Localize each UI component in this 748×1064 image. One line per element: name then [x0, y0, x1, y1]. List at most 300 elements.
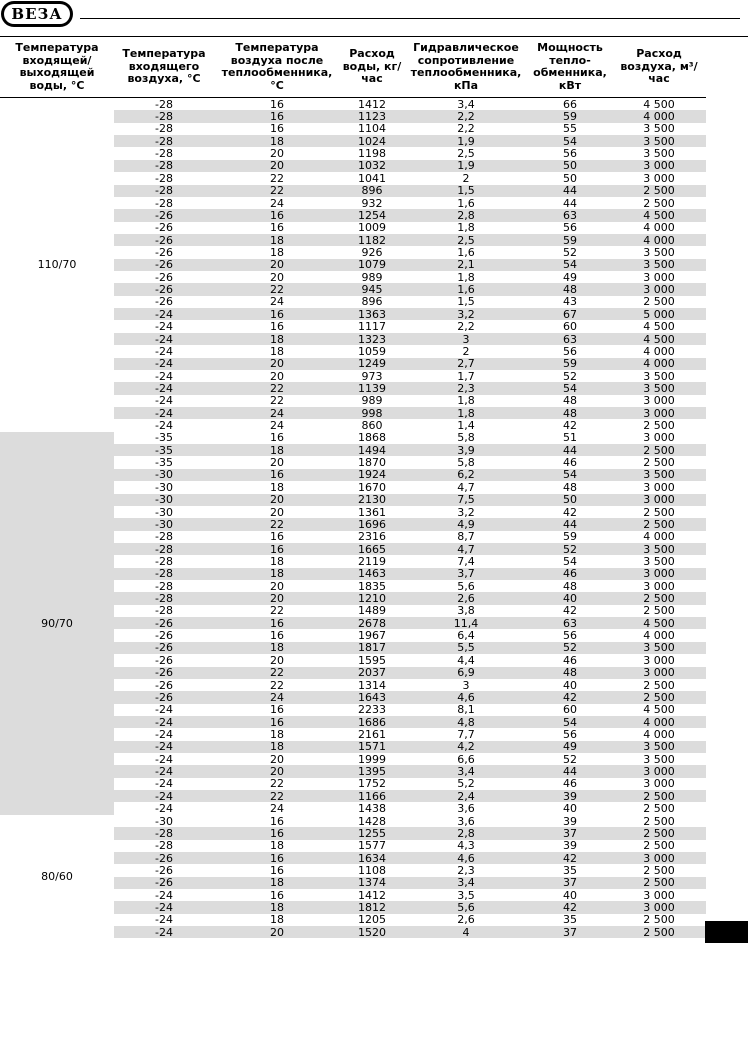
hydraulic-resistance-cell: 6,6 [457, 753, 475, 766]
hydraulic-resistance-cell: 2,2 [457, 122, 475, 136]
inlet-air-temp-cell: -26 [114, 283, 214, 295]
air-flow-cell: 3 000 [643, 394, 675, 407]
air-flow-cell: 3 000 [612, 407, 706, 419]
power-cell: 39 [563, 814, 577, 828]
outlet-air-temp-cell: 20 [214, 926, 340, 938]
power-cell: 63 [528, 333, 612, 345]
inlet-air-temp-cell: -24 [114, 901, 214, 913]
hydraulic-resistance-cell: 5,6 [404, 901, 528, 913]
logo-text: ВЕЗА [4, 4, 70, 24]
air-flow-cell: 2 500 [643, 196, 675, 210]
inlet-air-temp-cell: -28 [155, 172, 173, 185]
air-flow-cell: 3 500 [612, 543, 706, 555]
hydraulic-resistance-cell: 6,4 [457, 629, 475, 642]
hydraulic-resistance-cell: 2,8 [404, 827, 528, 839]
inlet-air-temp-cell: -24 [114, 308, 214, 320]
hydraulic-resistance-cell: 2 [462, 345, 470, 358]
power-cell: 54 [528, 469, 612, 481]
col-header-hydraulic-resistance: Гидравлическое сопротивление теплообменника, кПа [404, 37, 528, 98]
inlet-air-temp-cell: -35 [114, 444, 214, 456]
air-flow-cell: 2 500 [643, 419, 675, 432]
power-cell: 67 [528, 308, 612, 320]
col-header-power: Мощность тепло- обменника, кВт [528, 37, 612, 98]
air-flow-cell: 2 500 [612, 691, 706, 703]
inlet-air-temp-cell: -26 [114, 691, 214, 703]
inlet-air-temp-cell: -24 [114, 765, 214, 777]
air-flow-cell: 3 500 [612, 642, 706, 654]
air-flow-cell: 3 000 [643, 172, 675, 185]
water-flow-cell: 896 [340, 185, 404, 197]
water-flow-cell: 896 [361, 295, 383, 309]
hydraulic-resistance-cell: 2,3 [457, 864, 475, 877]
power-cell: 37 [528, 926, 612, 938]
inlet-air-temp-cell: -28 [114, 592, 214, 604]
water-flow-cell: 1835 [358, 580, 386, 593]
outlet-air-temp-cell: 22 [270, 604, 284, 618]
outlet-air-temp-cell: 16 [270, 221, 284, 234]
air-flow-cell: 2 500 [643, 678, 675, 692]
hydraulic-resistance-cell: 3,4 [457, 97, 475, 111]
inlet-air-temp-cell: -24 [114, 716, 214, 728]
outlet-air-temp-cell: 16 [214, 209, 340, 221]
inlet-air-temp-cell: -28 [114, 185, 214, 197]
hydraulic-resistance-cell: 5,8 [457, 456, 475, 469]
water-flow-cell: 2161 [358, 728, 386, 741]
inlet-air-temp-cell: -28 [114, 543, 214, 555]
hydraulic-resistance-cell: 1,8 [457, 271, 475, 284]
outlet-air-temp-cell: 20 [270, 147, 284, 160]
power-cell: 54 [528, 259, 612, 271]
hydraulic-resistance-cell: 2,5 [457, 147, 475, 160]
inlet-air-temp-cell: -26 [114, 642, 214, 654]
outlet-air-temp-cell: 18 [214, 234, 340, 246]
inlet-air-temp-cell: -26 [155, 654, 173, 667]
outlet-air-temp-cell: 16 [214, 617, 340, 629]
water-temp-group-cell: 110/70 [37, 258, 77, 272]
outlet-air-temp-cell: 16 [270, 122, 284, 136]
hydraulic-resistance-cell: 4,4 [457, 654, 475, 667]
air-flow-cell: 4 500 [643, 703, 675, 716]
air-flow-cell: 3 500 [643, 147, 675, 160]
water-flow-cell: 1868 [358, 431, 386, 445]
outlet-air-temp-cell: 20 [270, 753, 284, 766]
power-cell: 39 [528, 790, 612, 802]
water-flow-cell: 1374 [340, 877, 404, 889]
hydraulic-resistance-cell: 6,2 [404, 469, 528, 481]
power-cell: 40 [563, 889, 577, 902]
inlet-air-temp-cell: -28 [114, 827, 214, 839]
outlet-air-temp-cell: 20 [270, 654, 284, 667]
inlet-air-temp-cell: -28 [114, 568, 214, 580]
outlet-air-temp-cell: 22 [270, 777, 284, 791]
air-flow-cell: 4 500 [612, 617, 706, 629]
power-cell: 56 [563, 147, 577, 160]
power-cell: 35 [563, 913, 577, 927]
water-flow-cell: 1255 [340, 827, 404, 839]
air-flow-cell: 2 500 [643, 839, 675, 852]
air-flow-cell: 3 500 [612, 259, 706, 271]
air-flow-cell: 2 500 [643, 295, 675, 309]
air-flow-cell: 4 500 [643, 320, 675, 333]
water-flow-cell: 973 [361, 369, 383, 383]
inlet-air-temp-cell: -24 [114, 926, 214, 938]
outlet-air-temp-cell: 22 [214, 185, 340, 197]
hydraulic-resistance-cell: 3 [462, 678, 470, 692]
hydraulic-resistance-cell: 1,5 [404, 185, 528, 197]
power-cell: 43 [563, 295, 577, 309]
water-flow-cell: 1870 [358, 456, 386, 469]
water-flow-cell: 1494 [340, 444, 404, 456]
hydraulic-resistance-cell: 8,1 [457, 703, 475, 716]
air-flow-cell: 3 000 [612, 901, 706, 913]
air-flow-cell: 3 500 [612, 135, 706, 147]
power-cell: 49 [563, 271, 577, 284]
inlet-air-temp-cell: -28 [155, 196, 173, 210]
air-flow-cell: 3 500 [643, 369, 675, 383]
outlet-air-temp-cell: 16 [270, 530, 284, 543]
air-flow-cell: 2 500 [612, 790, 706, 802]
hydraulic-resistance-cell: 3,2 [457, 505, 475, 519]
outlet-air-temp-cell: 18 [214, 877, 340, 889]
power-cell: 59 [563, 530, 577, 543]
water-flow-cell: 2233 [358, 703, 386, 716]
inlet-air-temp-cell: -26 [155, 864, 173, 877]
outlet-air-temp-cell: 22 [214, 518, 340, 530]
water-flow-cell: 1363 [340, 308, 404, 320]
air-flow-cell: 3 000 [612, 160, 706, 172]
hydraulic-resistance-cell: 7,5 [404, 494, 528, 506]
outlet-air-temp-cell: 16 [270, 814, 284, 828]
air-flow-cell: 5 000 [612, 308, 706, 320]
hydraulic-resistance-cell: 4,7 [457, 481, 475, 494]
water-flow-cell: 1210 [340, 592, 404, 604]
air-flow-cell: 3 000 [643, 777, 675, 791]
air-flow-cell: 3 000 [643, 580, 675, 593]
air-flow-cell: 2 500 [612, 827, 706, 839]
outlet-air-temp-cell: 18 [270, 345, 284, 358]
outlet-air-temp-cell: 24 [270, 295, 284, 309]
hydraulic-resistance-cell: 3,6 [457, 802, 475, 815]
outlet-air-temp-cell: 20 [214, 592, 340, 604]
inlet-air-temp-cell: -24 [114, 358, 214, 370]
water-flow-cell: 1438 [358, 802, 386, 815]
hydraulic-resistance-cell: 4,3 [457, 839, 475, 852]
power-cell: 59 [528, 110, 612, 122]
outlet-air-temp-cell: 22 [270, 678, 284, 692]
inlet-air-temp-cell: -26 [114, 234, 214, 246]
water-flow-cell: 989 [361, 394, 383, 407]
inlet-air-temp-cell: -24 [114, 407, 214, 419]
air-flow-cell: 2 500 [643, 604, 675, 618]
hydraulic-resistance-cell: 2,6 [457, 913, 475, 927]
power-cell: 51 [563, 431, 577, 445]
outlet-air-temp-cell: 16 [270, 320, 284, 333]
table-row [0, 815, 706, 827]
inlet-air-temp-cell: -35 [155, 456, 173, 469]
inlet-air-temp-cell: -30 [114, 469, 214, 481]
air-flow-cell: 3 500 [612, 741, 706, 753]
power-cell: 42 [528, 852, 612, 864]
air-flow-cell: 3 000 [612, 568, 706, 580]
inlet-air-temp-cell: -24 [155, 394, 173, 407]
power-cell: 52 [528, 642, 612, 654]
air-flow-cell: 3 000 [612, 852, 706, 864]
outlet-air-temp-cell: 16 [214, 716, 340, 728]
outlet-air-temp-cell: 18 [270, 481, 284, 494]
hydraulic-resistance-cell: 5,5 [404, 642, 528, 654]
water-flow-cell: 1634 [340, 852, 404, 864]
inlet-air-temp-cell: -26 [155, 295, 173, 309]
water-flow-cell: 1489 [358, 604, 386, 618]
air-flow-cell: 4 000 [643, 728, 675, 741]
outlet-air-temp-cell: 24 [270, 419, 284, 432]
outlet-air-temp-cell: 18 [214, 333, 340, 345]
water-flow-cell: 1249 [340, 358, 404, 370]
water-flow-cell: 1395 [340, 765, 404, 777]
power-cell: 48 [528, 407, 612, 419]
power-cell: 52 [528, 543, 612, 555]
table-header-row [0, 37, 706, 98]
table-row [0, 432, 706, 444]
power-cell: 59 [528, 358, 612, 370]
air-flow-cell: 4 000 [643, 530, 675, 543]
hydraulic-resistance-cell: 4,2 [404, 741, 528, 753]
outlet-air-temp-cell: 24 [214, 407, 340, 419]
outlet-air-temp-cell: 20 [214, 494, 340, 506]
inlet-air-temp-cell: -24 [155, 728, 173, 741]
outlet-air-temp-cell: 16 [270, 889, 284, 902]
outlet-air-temp-cell: 16 [270, 431, 284, 445]
power-cell: 42 [563, 419, 577, 432]
outlet-air-temp-cell: 20 [270, 271, 284, 284]
inlet-air-temp-cell: -26 [155, 678, 173, 692]
air-flow-cell: 3 000 [612, 765, 706, 777]
inlet-air-temp-cell: -26 [155, 271, 173, 284]
outlet-air-temp-cell: 24 [214, 691, 340, 703]
water-flow-cell: 1696 [340, 518, 404, 530]
water-flow-cell: 1520 [340, 926, 404, 938]
inlet-air-temp-cell: -26 [114, 667, 214, 679]
air-flow-cell: 3 000 [643, 654, 675, 667]
inlet-air-temp-cell: -26 [114, 877, 214, 889]
hydraulic-resistance-cell: 2,2 [404, 110, 528, 122]
power-cell: 37 [528, 877, 612, 889]
hydraulic-resistance-cell: 1,8 [457, 221, 475, 234]
power-cell: 56 [563, 728, 577, 741]
hydraulic-resistance-cell: 1,4 [457, 419, 475, 432]
outlet-air-temp-cell: 18 [270, 839, 284, 852]
outlet-air-temp-cell: 16 [214, 827, 340, 839]
power-cell: 60 [563, 320, 577, 333]
hydraulic-resistance-cell: 7,4 [457, 555, 475, 568]
water-flow-cell: 1323 [340, 333, 404, 345]
hydraulic-resistance-cell: 3,4 [404, 765, 528, 777]
hydraulic-resistance-cell: 1,6 [457, 196, 475, 210]
inlet-air-temp-cell: -26 [155, 246, 173, 259]
power-cell: 55 [563, 122, 577, 136]
hydraulic-resistance-cell: 11,4 [404, 617, 528, 629]
air-flow-cell: 3 000 [643, 431, 675, 445]
outlet-air-temp-cell: 20 [270, 456, 284, 469]
heat-exchanger-table [0, 37, 706, 938]
water-flow-cell: 1041 [358, 172, 386, 185]
power-cell: 46 [563, 654, 577, 667]
col-header-outlet-air-temp: Температура воздуха после теплообменника, °С [214, 37, 340, 98]
water-flow-cell: 2037 [340, 667, 404, 679]
outlet-air-temp-cell: 24 [270, 196, 284, 210]
hydraulic-resistance-cell: 2,4 [404, 790, 528, 802]
water-flow-cell: 1059 [358, 345, 386, 358]
hydraulic-resistance-cell: 4,6 [404, 691, 528, 703]
inlet-air-temp-cell: -24 [155, 753, 173, 766]
hydraulic-resistance-cell: 7,7 [457, 728, 475, 741]
outlet-air-temp-cell: 16 [270, 97, 284, 111]
power-cell: 42 [563, 604, 577, 618]
air-flow-cell: 4 000 [643, 345, 675, 358]
water-flow-cell: 1752 [358, 777, 386, 791]
inlet-air-temp-cell: -28 [155, 839, 173, 852]
power-cell: 63 [528, 209, 612, 221]
inlet-air-temp-cell: -28 [155, 122, 173, 136]
table-row [0, 98, 706, 111]
air-flow-cell: 4 000 [612, 234, 706, 246]
inlet-air-temp-cell: -28 [155, 580, 173, 593]
water-flow-cell: 860 [361, 419, 383, 432]
hydraulic-resistance-cell: 1,9 [404, 160, 528, 172]
outlet-air-temp-cell: 20 [270, 369, 284, 383]
water-flow-cell: 1032 [340, 160, 404, 172]
water-flow-cell: 926 [361, 246, 383, 259]
power-cell: 42 [528, 691, 612, 703]
hydraulic-resistance-cell: 1,9 [404, 135, 528, 147]
hydraulic-resistance-cell: 1,6 [457, 246, 475, 259]
hydraulic-resistance-cell: 1,8 [404, 407, 528, 419]
power-cell: 48 [563, 580, 577, 593]
power-cell: 44 [563, 196, 577, 210]
water-flow-cell: 1123 [340, 110, 404, 122]
water-flow-cell: 1182 [340, 234, 404, 246]
power-cell: 52 [563, 753, 577, 766]
water-flow-cell: 1104 [358, 122, 386, 136]
outlet-air-temp-cell: 18 [270, 728, 284, 741]
inlet-air-temp-cell: -24 [155, 419, 173, 432]
table-body [0, 98, 706, 939]
hydraulic-resistance-cell: 3,6 [457, 814, 475, 828]
inlet-air-temp-cell: -26 [114, 852, 214, 864]
water-temp-group-cell: 90/70 [0, 432, 114, 815]
outlet-air-temp-cell: 18 [214, 444, 340, 456]
hydraulic-resistance-cell: 3,5 [457, 889, 475, 902]
col-header-air-flow: Расход воздуха, м³/час [612, 37, 706, 98]
water-flow-cell: 1361 [358, 505, 386, 519]
inlet-air-temp-cell: -24 [155, 889, 173, 902]
power-cell: 56 [563, 345, 577, 358]
power-cell: 46 [563, 456, 577, 469]
power-cell: 42 [563, 505, 577, 519]
outlet-air-temp-cell: 16 [214, 852, 340, 864]
hydraulic-resistance-cell: 2,8 [404, 209, 528, 221]
inlet-air-temp-cell: -28 [155, 97, 173, 111]
water-flow-cell: 945 [340, 283, 404, 295]
hydraulic-resistance-cell: 8,7 [457, 530, 475, 543]
power-cell: 40 [563, 678, 577, 692]
air-flow-cell: 3 000 [612, 494, 706, 506]
hydraulic-resistance-cell: 2 [462, 172, 470, 185]
inlet-air-temp-cell: -28 [114, 160, 214, 172]
water-temp-group-cell: 80/60 [41, 870, 73, 884]
outlet-air-temp-cell: 22 [270, 394, 284, 407]
air-flow-cell: 4 000 [612, 358, 706, 370]
hydraulic-resistance-cell: 6,9 [404, 667, 528, 679]
water-flow-cell: 1670 [358, 481, 386, 494]
power-cell: 66 [563, 97, 577, 111]
air-flow-cell: 2 500 [643, 505, 675, 519]
header-rule [80, 18, 740, 19]
water-flow-cell: 1817 [340, 642, 404, 654]
power-cell: 52 [563, 246, 577, 259]
hydraulic-resistance-cell: 4,8 [404, 716, 528, 728]
power-cell: 54 [528, 382, 612, 394]
power-cell: 46 [563, 777, 577, 791]
hydraulic-resistance-cell: 5,6 [457, 580, 475, 593]
hydraulic-resistance-cell: 4 [404, 926, 528, 938]
air-flow-cell: 3 000 [643, 271, 675, 284]
air-flow-cell: 4 500 [612, 209, 706, 221]
outlet-air-temp-cell: 20 [270, 580, 284, 593]
power-cell: 44 [528, 185, 612, 197]
power-cell: 60 [563, 703, 577, 716]
water-flow-cell: 1024 [340, 135, 404, 147]
power-cell: 52 [563, 369, 577, 383]
power-cell: 39 [563, 839, 577, 852]
air-flow-cell: 2 500 [643, 456, 675, 469]
water-flow-cell: 1139 [340, 382, 404, 394]
water-flow-cell: 1967 [358, 629, 386, 642]
water-flow-cell: 1577 [358, 839, 386, 852]
air-flow-cell: 2 500 [643, 864, 675, 877]
hydraulic-resistance-cell: 2,1 [404, 259, 528, 271]
outlet-air-temp-cell: 18 [270, 555, 284, 568]
inlet-air-temp-cell: -24 [114, 333, 214, 345]
inlet-air-temp-cell: -35 [155, 431, 173, 445]
inlet-air-temp-cell: -28 [155, 604, 173, 618]
outlet-air-temp-cell: 20 [214, 160, 340, 172]
inlet-air-temp-cell: -24 [155, 777, 173, 791]
inlet-air-temp-cell: -28 [114, 110, 214, 122]
air-flow-cell: 4 500 [643, 97, 675, 111]
air-flow-cell: 2 500 [612, 592, 706, 604]
outlet-air-temp-cell: 16 [270, 629, 284, 642]
power-cell: 37 [528, 827, 612, 839]
water-flow-cell: 1686 [340, 716, 404, 728]
water-flow-cell: 1571 [340, 741, 404, 753]
inlet-air-temp-cell: -24 [114, 382, 214, 394]
outlet-air-temp-cell: 18 [214, 901, 340, 913]
power-cell: 48 [528, 283, 612, 295]
water-flow-cell: 1314 [358, 678, 386, 692]
inlet-air-temp-cell: -24 [155, 913, 173, 927]
inlet-air-temp-cell: -24 [114, 790, 214, 802]
hydraulic-resistance-cell: 3,8 [457, 604, 475, 618]
hydraulic-resistance-cell: 1,6 [404, 283, 528, 295]
water-flow-cell: 1428 [358, 814, 386, 828]
outlet-air-temp-cell: 18 [270, 913, 284, 927]
power-cell: 56 [563, 221, 577, 234]
hydraulic-resistance-cell: 4,7 [404, 543, 528, 555]
outlet-air-temp-cell: 22 [214, 283, 340, 295]
air-flow-cell: 4 000 [643, 629, 675, 642]
hydraulic-resistance-cell: 4,9 [404, 518, 528, 530]
